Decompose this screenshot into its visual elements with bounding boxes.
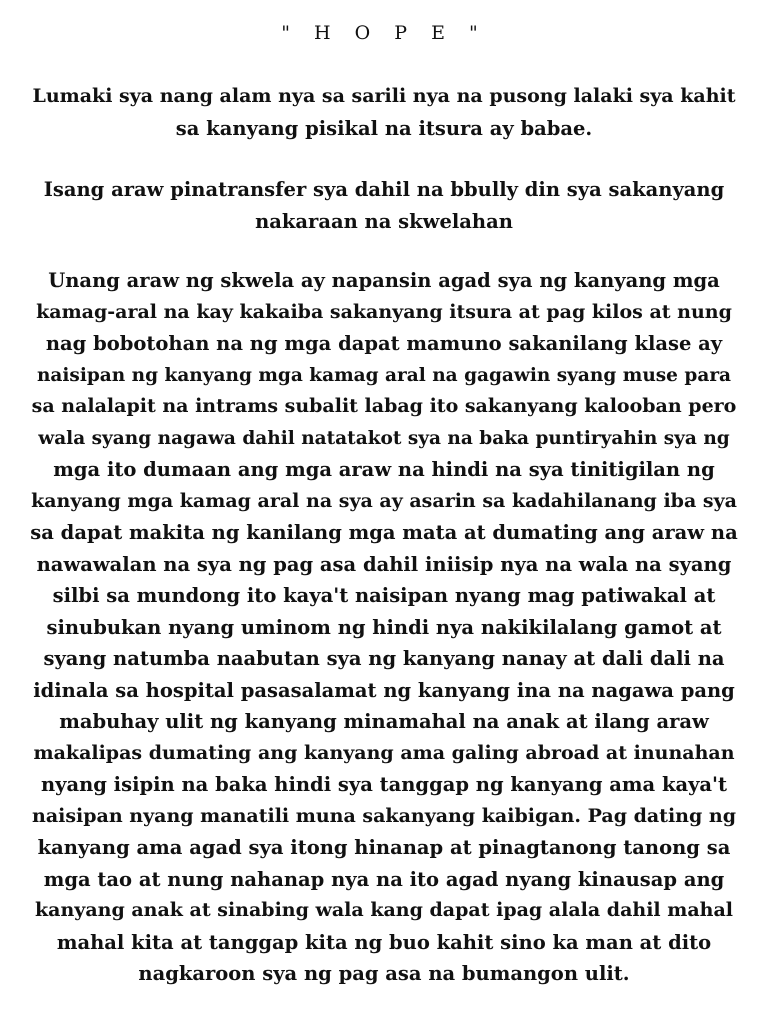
- paragraph-3-line: mga tao at nung nahanap nya na ito agad nyang kinausap ang: [43, 867, 725, 891]
- paragraph-3-line: Unang araw ng skwela ay napansin agad sya ng kanyang mga: [48, 269, 720, 292]
- paragraph-3-line: nyang isipin na baka hindi sya tanggap ng kanyang ama kaya't: [40, 773, 728, 796]
- paragraph-3-line: idinala sa hospital pasasalamat ng kanyang ina na nagawa pang: [33, 678, 735, 702]
- paragraph-3-line: nagkaroon sya ng pag asa na bumangon ulit.: [138, 962, 630, 985]
- paragraph-3-line: naisipan ng kanyang mga kamag aral na gagawin syang muse para: [36, 364, 732, 386]
- paragraph-3-line: silbi sa mundong ito kaya't naisipan nyang mag patiwakal at: [52, 584, 716, 607]
- paragraph-3-line: sa dapat makita ng kanilang mga mata at dumating ang araw na: [30, 521, 738, 544]
- paragraph-3-line: kanyang mga kamag aral na sya ay asarin sa kadahilanang iba sya: [31, 489, 737, 512]
- paragraph-3-line: mga ito dumaan ang mga araw na hindi na sya tinitigilan ng: [53, 458, 715, 481]
- paragraph-1-line: Lumaki sya nang alam nya sa sarili nya na pusong lalaki sya kahit: [32, 85, 736, 107]
- paragraph-3-line: sinubukan nyang uminom ng hindi nya nakikilalang gamot at: [46, 615, 722, 639]
- paragraph-3-line: mabuhay ulit ng kanyang minamahal na anak at ilang araw: [59, 710, 709, 733]
- paragraph-3-line: mahal kita at tanggap kita ng buo kahit sino ka man at dito: [56, 930, 712, 954]
- paragraph-3: [30, 265, 738, 990]
- paragraph-3-line: kamag-aral na kay kakaiba sakanyang itsura at pag kilos at nung: [36, 300, 732, 323]
- paragraph-2-line: Isang araw pinatransfer sya dahil na bbully din sya sakanyang: [43, 178, 725, 201]
- story-title: " H O P E ": [281, 22, 487, 44]
- paragraph-3-line: nawawalan na sya ng pag asa dahil iniisip nya na wala na syang: [36, 552, 732, 576]
- paragraph-3-line: sa nalalapit na intrams subalit labag ito sakanyang kalooban pero: [31, 395, 737, 417]
- paragraph-3-line: kanyang ama agad sya itong hinanap at pinagtanong tanong sa: [37, 836, 731, 859]
- paragraph-3-line: wala syang nagawa dahil natatakot sya na baka puntiryahin sya ng: [38, 427, 730, 449]
- paragraph-2: [30, 174, 738, 237]
- paragraph-3-line: naisipan nyang manatili muna sakanyang kaibigan. Pag dating ng: [32, 804, 736, 827]
- paragraph-3-line: syang natumba naabutan sya ng kanyang nanay at dali dali na: [43, 647, 725, 670]
- paragraph-2-line: nakaraan na skwelahan: [255, 209, 513, 233]
- paragraph-3-line: makalipas dumating ang kanyang ama galing abroad at inunahan: [33, 741, 735, 764]
- paragraph-3-line: kanyang anak at sinabing wala kang dapat ipag alala dahil mahal: [34, 899, 734, 921]
- paragraph-1-line: sa kanyang pisikal na itsura ay babae.: [175, 116, 593, 140]
- paragraph-3-line: nag bobotohan na ng mga dapat mamuno sakanilang klase ay: [45, 332, 723, 355]
- paragraph-1: [30, 81, 738, 144]
